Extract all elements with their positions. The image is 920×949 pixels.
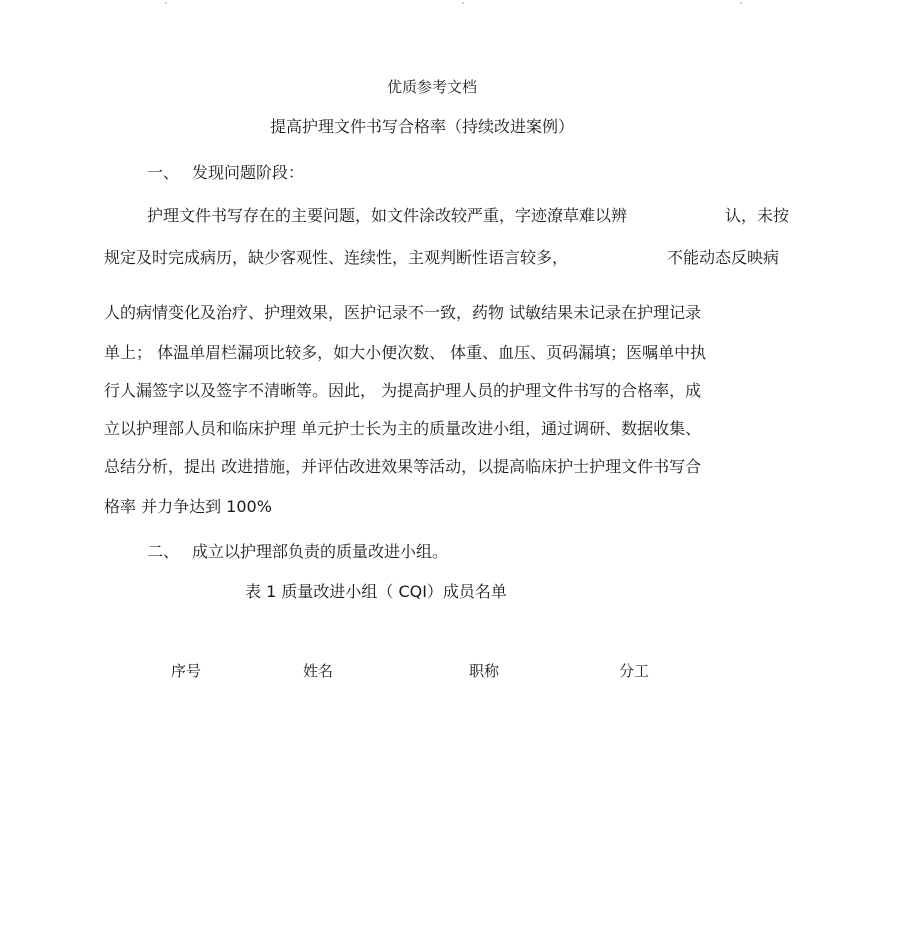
table-header-cell: 职称 [469,662,500,680]
section-heading: 发现问题阶段： [192,163,305,182]
section-number: 二、 [147,542,180,561]
table-header-cell: 姓名 [303,662,334,680]
table-header-cell: 分工 [619,662,650,680]
paragraph-line: 总结分析，提出 改进措施，并评估改进效果等活动，以提高临床护士护理文件书写合 [104,457,702,476]
section-number: 一、 [147,163,180,182]
paragraph-line: 人的病情变化及治疗、护理效果，医护记录不一致，药物 试敏结果未记录在护理记录 [104,303,702,322]
paragraph-line: 行人漏签字以及签字不清晰等。因此， 为提高护理人员的护理文件书写的合格率，成 [104,381,702,400]
paragraph-line: 规定及时完成病历，缺少客观性、连续性，主观判断性语言较多， [104,248,569,267]
scan-dot [462,2,464,4]
paragraph-line: 立以护理部人员和临床护理 单元护士长为主的质量改进小组，通过调研、数据收集、 [104,419,702,438]
scan-dot [165,2,167,4]
scan-dot [740,2,742,4]
paragraph-line: 认，未按 [725,206,790,225]
paragraph-line: 护理文件书写存在的主要问题，如文件涂改较严重，字迹潦草难以辨 [147,206,628,225]
table-header-cell: 序号 [171,662,202,680]
paragraph-line: 单上； 体温单眉栏漏项比较多，如大小便次数、 体重、血压、页码漏填；医嘱单中执 [104,343,707,362]
table-caption: 表 1 质量改进小组（ CQI）成员名单 [245,582,507,601]
top-label: 优质参考文档 [387,78,478,96]
paragraph-line: 格率 并力争达到 100% [104,497,272,516]
section-heading: 成立以护理部负责的质量改进小组。 [192,542,449,561]
document-title: 提高护理文件书写合格率（持续改进案例） [270,117,575,136]
paragraph-line: 不能动态反映病 [667,248,780,267]
